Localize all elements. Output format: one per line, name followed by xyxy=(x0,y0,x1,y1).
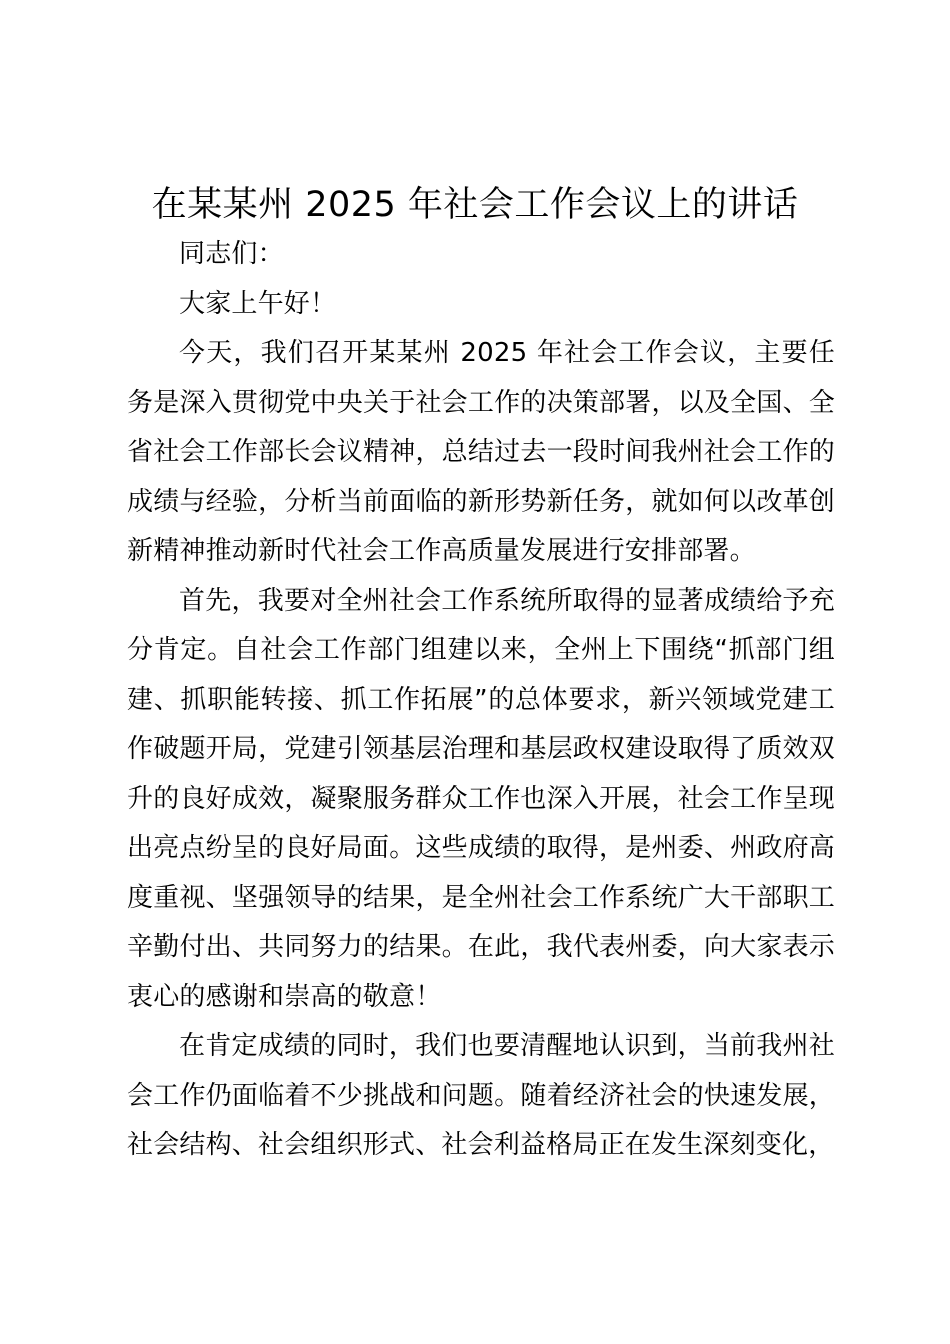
paragraph-challenges: 在肯定成绩的同时，我们也要清醒地认识到，当前我州社会工作仍面临着不少挑战和问题。随着经济社会的快速发展，社会结构、社会组织形式、社会利益格局正在发生深刻变化， xyxy=(127,1031,835,1160)
paragraph-opening: 今天，我们召开某某州 2025 年社会工作会议，主要任务是深入贯彻党中央关于社会工作的决策部署，以及全国、全省社会工作部长会议精神，总结过去一段时间我州社会工作的成绩与经验，分析当前面临的新形势新任务，就如何以改革创新精神推动新时代社会工作高质量发展进行安排部署。 xyxy=(127,338,835,566)
paragraph-achievements: 首先，我要对全州社会工作系统所取得的显著成绩给予充分肯定。自社会工作部门组建以来，全州上下围绕“抓部门组建、抓职能转接、抓工作拓展”的总体要求，新兴领域党建工作破题开局，党建引领基层治理和基层政权建设取得了质效双升的良好成效，凝聚服务群众工作也深入开展，社会工作呈现出亮点纷呈的良好局面。这些成绩的取得，是州委、州政府高度重视、坚强领导的结果，是全州社会工作系统广大干部职工辛勤付出、共同努力的结果。在此，我代表州委，向大家表示衷心的感谢和崇高的敬意！ xyxy=(127,585,835,1012)
document-body xyxy=(127,230,835,1171)
document-title: 在某某州 2025 年社会工作会议上的讲话 xyxy=(151,185,799,225)
greeting: 大家上午好！ xyxy=(179,288,337,319)
salutation: 同志们： xyxy=(179,239,284,269)
